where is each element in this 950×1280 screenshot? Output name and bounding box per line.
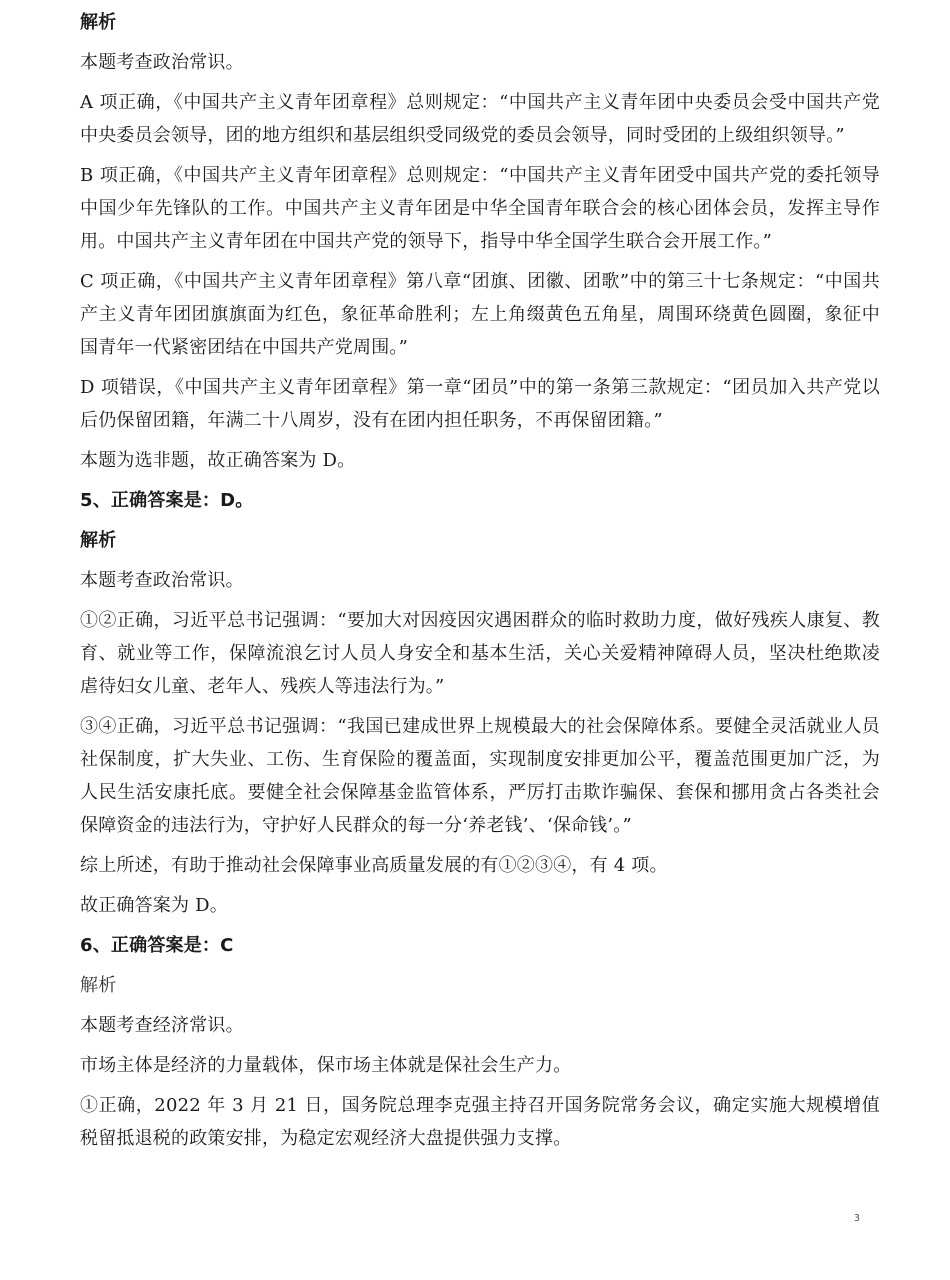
answer-heading: 6、正确答案是：C (80, 935, 234, 956)
paragraph: 本题考查政治常识。 (80, 52, 244, 73)
section-heading: 解析 (80, 975, 117, 996)
paragraph: 市场主体是经济的力量载体，保市场主体就是保社会生产力。 (80, 1055, 572, 1076)
section-heading: 解析 (80, 12, 117, 33)
paragraph: D 项错误，《中国共产主义青年团章程》第一章“团员”中的第一条第三款规定：“团员加入共产党以后仍保留团籍，年满二十八周岁，没有在团内担任职务，不再保留团籍。” (80, 377, 880, 431)
paragraph: 本题为选非题，故正确答案为 D。 (80, 450, 356, 471)
paragraph: A 项正确，《中国共产主义青年团章程》总则规定：“中国共产主义青年团中央委员会受中国共产党中央委员会领导，团的地方组织和基层组织受同级党的委员会领导，同时受团的上级组织领导。” (80, 92, 880, 146)
paragraph: 本题考查政治常识。 (80, 570, 244, 591)
document-body (80, 6, 880, 1155)
paragraph: C 项正确，《中国共产主义青年团章程》第八章“团旗、团徽、团歌”中的第三十七条规定：“中国共产主义青年团团旗旗面为红色，象征革命胜利；左上角缀黄色五角星，周围环绕黄色圆圈，象征中国青年一代紧密团结在中国共产党周围。” (80, 271, 880, 358)
paragraph: 综上所述，有助于推动社会保障事业高质量发展的有①②③④，有 4 项。 (80, 855, 668, 876)
section-heading: 解析 (80, 530, 117, 551)
page-number: 3 (853, 1213, 860, 1224)
paragraph: 本题考查经济常识。 (80, 1015, 244, 1036)
paragraph: B 项正确，《中国共产主义青年团章程》总则规定：“中国共产主义青年团受中国共产党的委托领导中国少年先锋队的工作。中国共产主义青年团是中华全国青年联合会的核心团体会员，发挥主导作用。中国共产主义青年团在中国共产党的领导下，指导中华全国学生联合会开展工作。” (80, 165, 880, 252)
paragraph: ①正确，2022 年 3 月 21 日，国务院总理李克强主持召开国务院常务会议，确定实施大规模增值税留抵退税的政策安排，为稳定宏观经济大盘提供强力支撑。 (80, 1095, 880, 1149)
paragraph: ③④正确，习近平总书记强调：“我国已建成世界上规模最大的社会保障体系。要健全灵活就业人员社保制度，扩大失业、工伤、生育保险的覆盖面，实现制度安排更加公平，覆盖范围更加广泛，为人民生活安康托底。要健全社会保障基金监管体系，严厉打击欺诈骗保、套保和挪用贪占各类社会保障资金的违法行为，守护好人民群众的每一分‘养老钱’、‘保命钱’。” (80, 716, 880, 836)
answer-heading: 5、正确答案是：D。 (80, 490, 254, 511)
paragraph: 故正确答案为 D。 (80, 895, 228, 916)
paragraph: ①②正确，习近平总书记强调：“要加大对因疫因灾遇困群众的临时救助力度，做好残疾人康复、教育、就业等工作，保障流浪乞讨人员人身安全和基本生活，关心关爱精神障碍人员，坚决杜绝欺凌虐待妇女儿童、老年人、残疾人等违法行为。” (80, 610, 880, 697)
